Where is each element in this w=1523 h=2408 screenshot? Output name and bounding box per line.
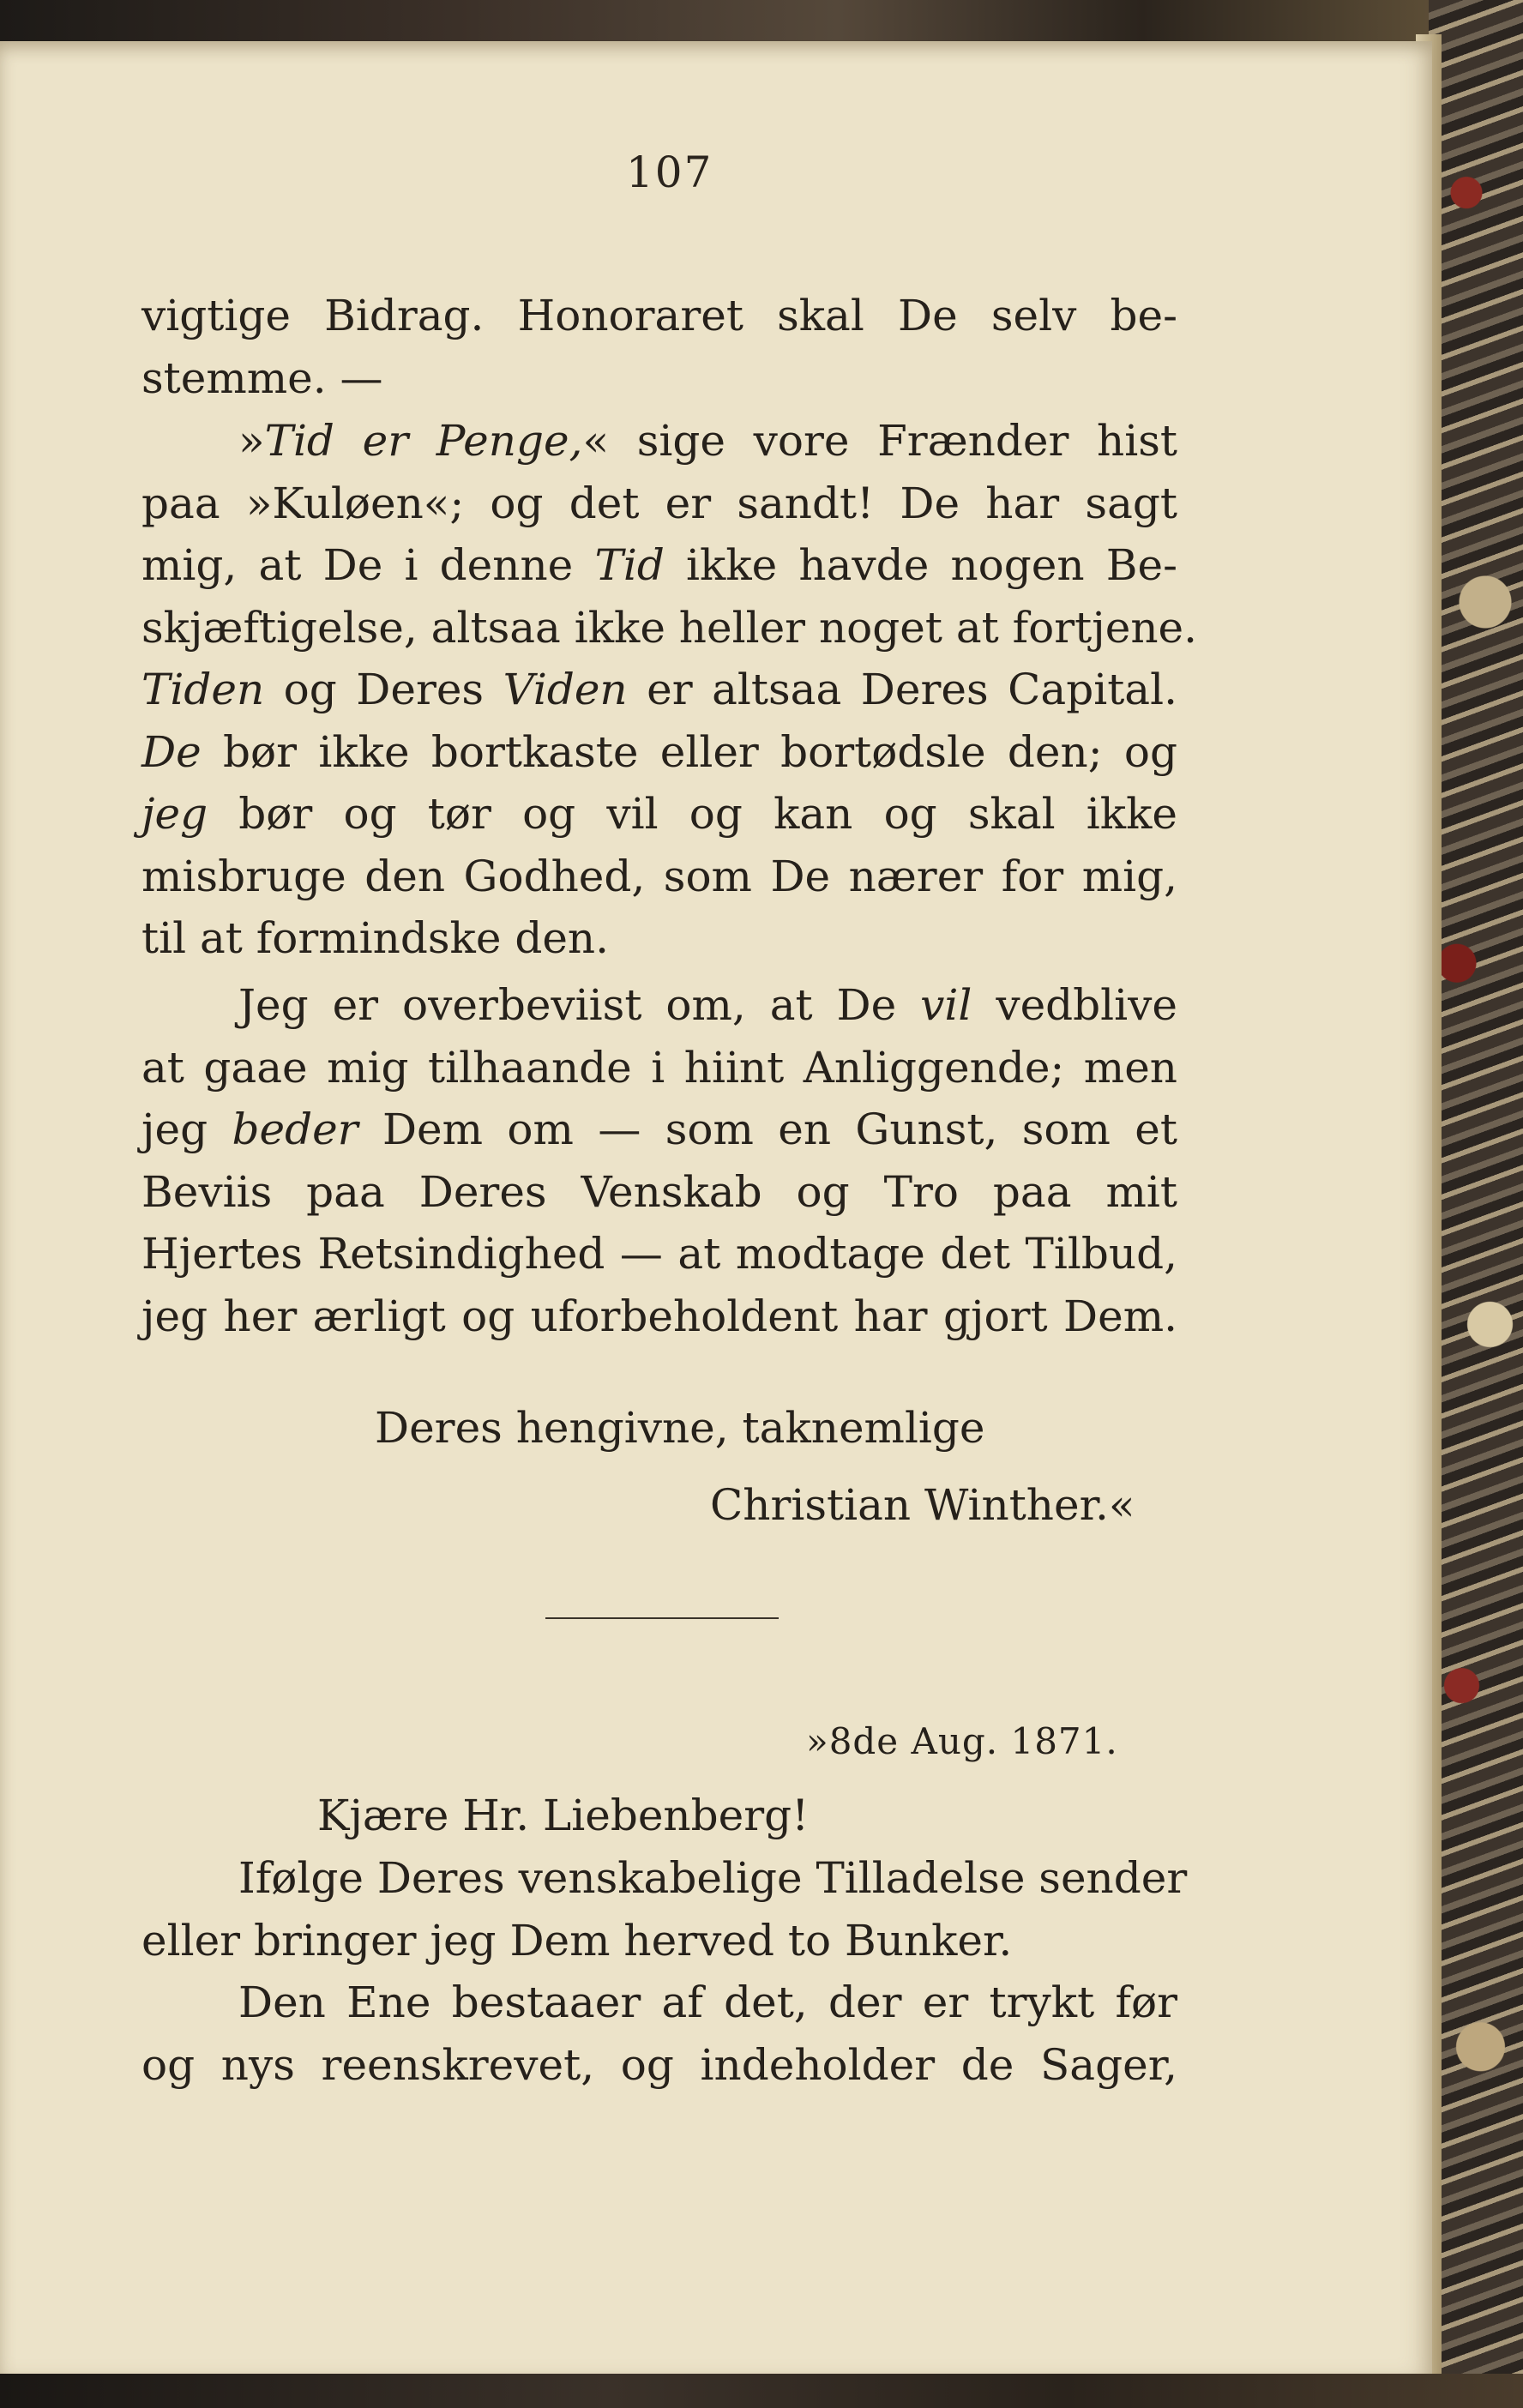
text-run: Beviis paa Deres Venskab og Tro paa mit (141, 1166, 1177, 1217)
paragraph-2-line (141, 602, 1198, 653)
text-run: og nys reenskrevet, og indeholder de Sager, (141, 2039, 1177, 2090)
paragraph-2-line (141, 788, 1177, 840)
text-run: Jeg er overbeviist om, at De (238, 980, 921, 1030)
letter-2-body-line (141, 1915, 1177, 1966)
italic-text: Viden (503, 665, 628, 714)
book-top-edge (0, 0, 1523, 45)
text-run: Den Ene bestaaer af det, der er trykt før (238, 1978, 1177, 2027)
text-run: jeg (141, 1105, 232, 1154)
section-divider (545, 1617, 779, 1619)
italic-text: Tid er Penge, (264, 416, 583, 466)
text-run: Ifølge Deres venskabelige Tilladelse sender (238, 1853, 1188, 1903)
letter-salutation: Kjære Hr. Liebenberg! (317, 1791, 810, 1840)
paragraph-3-line (141, 1104, 1177, 1155)
paragraph-1-line (141, 290, 1177, 341)
text-run: ikke havde nogen Be- (664, 540, 1178, 590)
paragraph-2-line (238, 415, 1177, 467)
italic-text: Tid (594, 540, 665, 590)
text-run: Hjertes Retsindighed — at modtage det Tilbud, (141, 1229, 1177, 1279)
paragraph-1-line (141, 352, 1177, 404)
paragraph-2-line (141, 539, 1177, 591)
text-run: til at formindske den. (141, 913, 610, 963)
paragraph-3-line (141, 1228, 1177, 1279)
page-number: 107 (626, 147, 713, 197)
letter-2-body-line (238, 1977, 1177, 2028)
paragraph-2-line (141, 912, 1177, 964)
italic-text: vil (920, 980, 972, 1030)
text-run: jeg her ærligt og uforbeholdent har gjort Dem. (141, 1291, 1177, 1341)
text-run: skjæftigelse, altsaa ikke heller noget at fortjene. (141, 602, 1198, 653)
letter-closing: Deres hengivne, taknemlige (375, 1403, 985, 1453)
paragraph-3-line (141, 1291, 1177, 1342)
letter-2-body-line (238, 1852, 1188, 1904)
text-run: Dem om — som en Gunst, som et (358, 1105, 1177, 1154)
paragraph-3-line (238, 979, 1177, 1031)
paragraph-2-line (141, 664, 1177, 715)
book-bottom-edge (0, 2374, 1523, 2408)
text-run: mig, at De i denne (141, 540, 595, 590)
text-run: paa »Kuløen«; og det er sandt! De har sagt (141, 478, 1177, 528)
text-run: at gaae mig tilhaande i hiint Anliggende; men (141, 1042, 1177, 1093)
text-run: misbruge den Godhed, som De nærer for mig, (141, 851, 1177, 901)
paragraph-3-line (141, 1166, 1177, 1218)
letter-date: »8de Aug. 1871. (806, 1720, 1118, 1762)
paragraph-2-line (141, 478, 1177, 529)
text-run: « sige vore Frænder hist (582, 416, 1177, 466)
letter-2-body-line (141, 2039, 1177, 2091)
text-run: og Deres (264, 665, 503, 714)
text-run: » (238, 416, 265, 466)
italic-text: beder (232, 1105, 358, 1154)
text-run: bør og tør og vil og kan og skal ikke (208, 789, 1177, 839)
paragraph-2-line (141, 726, 1177, 778)
paragraph-3-line (141, 1042, 1177, 1093)
italic-text: De (141, 726, 202, 777)
letter-signature: Christian Winther.« (710, 1480, 1135, 1530)
text-run: eller bringer jeg Dem herved to Bunker. (141, 1915, 1013, 1966)
text-run: vigtige Bidrag. Honoraret skal De selv be- (141, 291, 1177, 340)
paragraph-2-line (141, 851, 1177, 902)
italic-text: jeg (141, 789, 208, 839)
text-run: stemme. — (141, 352, 383, 403)
text-run: bør ikke bortkaste eller bortødsle den; og (201, 726, 1177, 777)
italic-text: Tiden (141, 665, 265, 714)
text-run: vedblive (972, 980, 1177, 1030)
text-run: er altsaa Deres Capital. (627, 665, 1177, 714)
marbled-cover-edge (1429, 0, 1523, 2408)
